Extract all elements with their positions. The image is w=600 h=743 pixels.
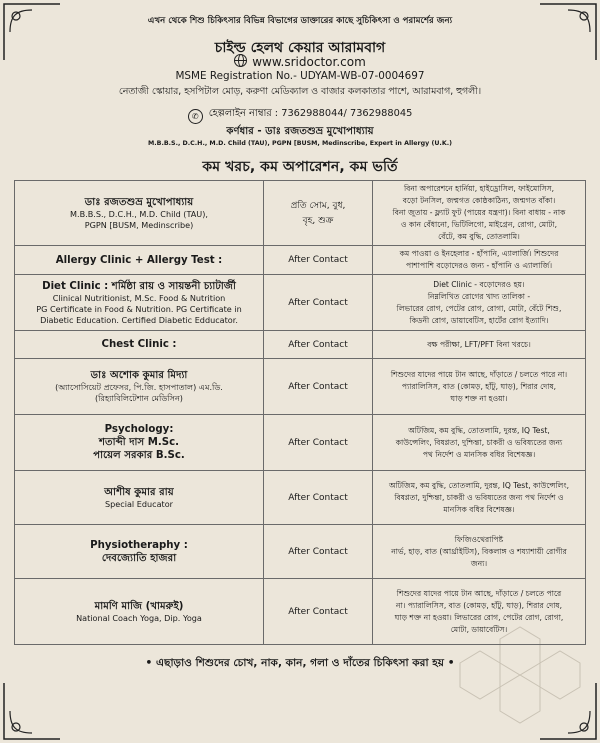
- description-line: Diet Clinic - বড়োদেরও হয়।: [433, 279, 525, 289]
- schedule-text: After Contact: [288, 381, 348, 392]
- service-name: Allergy Clinic + Allergy Test :: [55, 254, 223, 266]
- table-row: [15, 181, 586, 246]
- description-line: প্যারালিসিস, বাত (কোমড়, হাঁটু, ঘাড়), শিরার দোষ,: [401, 381, 557, 391]
- table-row: [15, 415, 586, 471]
- tagline: এখন থেকে শিশু চিকিৎসার বিভিন্ন বিভাগের ডাক্তারের কাছে সুচিকিৎসা ও পরামর্শের জন্য: [147, 16, 453, 26]
- table-row: [15, 471, 586, 525]
- footer-note: • এছাড়াও শিশুদের চোখ, নাক, কান, গলা ও দাঁতের চিকিৎসা করা হয় •: [145, 657, 455, 669]
- service-name-cell: [15, 331, 264, 359]
- corner-ornament: [2, 681, 62, 741]
- description-line: জন্য।: [470, 558, 488, 568]
- schedule-text: After Contact: [288, 297, 348, 308]
- description-line: ও কান বেঁধানো, ভিটিলিগো, মাইগ্রেন, রোগা, মোটা,: [400, 220, 558, 229]
- service-qualification: PG Certificate in Food & Nutrition. PG Certificate in: [36, 303, 242, 314]
- description-cell: [373, 275, 586, 331]
- staff-name: শতাব্দী দাস M.Sc.: [98, 437, 180, 448]
- description-line: না। প্যারালিসিস, বাত (কোমড়, হাঁটু, ঘাড়), শিরার দোষ,: [396, 600, 562, 610]
- description-line: কিডনী রোগ, ডায়াবেটিস, হার্টের রোগ ইত্যাদি।: [409, 315, 549, 325]
- schedule-text: প্রতি সোম, বুধ,: [290, 201, 346, 211]
- schedule-cell: [264, 359, 373, 415]
- msme-registration: MSME Registration No.- UDYAM-WB-07-0004697: [175, 70, 425, 82]
- service-name: আশীষ কুমার রায়: [104, 486, 174, 498]
- website[interactable]: [0, 54, 600, 69]
- schedule-text: After Contact: [288, 437, 348, 448]
- description-line: পাশাপাশি বড়োদেরও জন্য - হাঁপানি ও এ্যালার্জি।: [405, 261, 553, 270]
- service-name: Psychology:: [104, 424, 174, 435]
- description-cell: [373, 579, 586, 645]
- description-cell: [373, 181, 586, 246]
- services-table: [14, 180, 586, 645]
- schedule-cell: [264, 331, 373, 359]
- description-cell: [373, 331, 586, 359]
- website-link[interactable]: www.sridoctor.com: [252, 55, 366, 69]
- proprietor: কর্ণধার - ডাঃ রজতশুভ্র মুখোপাধ্যায়: [226, 126, 374, 137]
- description-line: বিনা অপারেশনে হার্নিয়া, হাইড্রোসিল, ফাইমোসিস,: [403, 184, 555, 193]
- service-name-cell: [15, 471, 264, 525]
- schedule-cell: [264, 246, 373, 275]
- helpline-text: হেল্পলাইন নাম্বার : 7362988044/ 7362988045: [208, 108, 413, 119]
- description-cell: [373, 525, 586, 579]
- description-line: অটিজিম, কম বুদ্ধি, তোতলামি, দুরন্ত, IQ Test,: [408, 425, 550, 435]
- service-name-cell: [15, 181, 264, 246]
- schedule-text: After Contact: [288, 492, 348, 503]
- service-name-cell: [15, 415, 264, 471]
- description-line: শিশুদের যাদের পায়ে টান আছে, দাঁড়াতে / চলতে পারে না।: [390, 369, 568, 379]
- description-line: পথ নির্দেশ ও মানসিক বধির বিশেষজ্ঞ।: [422, 449, 536, 459]
- slogan: কম খরচ, কম অপারেশন, কম ভর্তি: [202, 159, 398, 175]
- service-name: Chest Clinic :: [101, 339, 177, 350]
- description-line: শিশুদের যাদের পায়ে টান আছে, দাঁড়াতে / চলতে পারে: [396, 588, 562, 598]
- schedule-cell: [264, 525, 373, 579]
- table-row: [15, 525, 586, 579]
- description-line: ঘাড় শক্ত না হওয়া। লিভারের রোগ, পেটের রোগ, রোগা,: [394, 612, 564, 622]
- description-line: ঘাড় শক্ত না হওয়া।: [450, 393, 508, 403]
- service-qualification: Special Educator: [105, 498, 173, 509]
- description-line: মানসিক বধির বিশেষজ্ঞ।: [443, 504, 515, 514]
- table-row: [15, 246, 586, 275]
- description-cell: [373, 246, 586, 275]
- schedule-cell: [264, 415, 373, 471]
- service-name: মামণি মাজি (খামরুই): [94, 600, 184, 612]
- description-line: বিষণ্ণতা, দুশ্চিন্তা, চাকরী ও ভবিষ্যতের জন্য পথ নির্দেশ ও: [394, 492, 564, 502]
- service-name: ডাঃ অশোক কুমার মিদ্যা: [90, 370, 188, 381]
- table-row: [15, 579, 586, 645]
- schedule-text: After Contact: [288, 339, 348, 350]
- description-line: অটিজিম, কম বুদ্ধি, তোতলামি, দুরন্ত, IQ Test, কাউন্সেলিং,: [389, 480, 569, 490]
- schedule-text: After Contact: [288, 255, 348, 265]
- table-row: [15, 331, 586, 359]
- description-line: কম পাওয়া ও ইনহেলার - হাঁপানি, এ্যালার্জি। শিশুদের: [399, 249, 559, 258]
- service-qualification: M.B.B.S., D.C.H., M.D. Child (TAU),: [70, 208, 208, 219]
- service-qualification: Clinical Nutritionist, M.Sc. Food & Nutrition: [52, 292, 226, 303]
- description-cell: [373, 471, 586, 525]
- address: নেতাজী স্কোয়ার, হসপিটাল মোড়, করুণা মেডিক্যাল ও বাজার কলকাতার পাশে, আরামবাগ, হুগলী।: [118, 86, 482, 97]
- service-name-cell: [15, 246, 264, 275]
- service-name-cell: [15, 525, 264, 579]
- service-name-cell: [15, 579, 264, 645]
- schedule-text: বৃহ, শুক্র: [302, 216, 334, 226]
- service-qualification: (অ্যাসোসিয়েট প্রফেসর, পি.জি. হাসপাতাল) এম.ডি.: [55, 382, 223, 392]
- staff-name: দেবজ্যোতি হাজরা: [101, 552, 177, 564]
- globe-icon: [234, 54, 247, 67]
- service-name: ডাঃ রজতশুভ্র মুখোপাধ্যায়: [84, 196, 194, 208]
- description-line: ফিজিওথেরাপিষ্ট: [454, 534, 504, 544]
- service-name: Physiotheraphy :: [90, 539, 188, 551]
- schedule-cell: [264, 471, 373, 525]
- service-qualification: Diabetic Education. Certified Diabetic Edducator.: [40, 314, 238, 325]
- schedule-text: After Contact: [288, 606, 348, 617]
- description-cell: [373, 415, 586, 471]
- schedule-cell: [264, 181, 373, 246]
- description-cell: [373, 359, 586, 415]
- table-row: [15, 359, 586, 415]
- service-qualification: PGPN [BUSM, Medinscribe): [84, 219, 194, 230]
- description-line: নিম্নলিখিত রোগের খাদ্য তালিকা -: [427, 291, 531, 301]
- service-name-cell: [15, 359, 264, 415]
- service-name: Diet Clinic : শর্মিষ্ঠা রায় ও সায়ন্তনী চ্যাটার্জী: [42, 280, 236, 292]
- description-line: বিনা জুতায় - ফ্ল্যাট ফুট (পায়ের যন্ত্রণা)। বিনা বাধায় - নাক: [392, 208, 566, 217]
- description-line: বক্ষ পরীক্ষা, LFT/PFT বিনা খরচে।: [427, 339, 531, 349]
- proprietor-qualifications: M.B.B.S., D.C.H., M.D. Child (TAU), PGPN [BUSM, Medinscribe, Expert in Allergy (U.K.): [148, 140, 452, 147]
- description-line: বেঁটে, কম বুদ্ধি, তোতলামি।: [438, 232, 520, 241]
- service-qualification: (রিহ্যাবিলিটেশান মেডিসিন): [95, 393, 183, 403]
- phone-icon: ✆: [188, 109, 203, 124]
- description-line: লিভারের রোগ, পেটের রোগ, রোগা, মোটা, বেঁটে শিশু,: [396, 303, 562, 313]
- description-line: নার্ভ, হাড়, বাত (আর্থ্রাইটিস), বিকলাঙ্গ ও শয্যাশায়ী রোগীর: [391, 546, 567, 556]
- description-line: বড়ো টনসিল, জন্মগত কোষ্ঠকাঠিন্য, জন্মগত বাঁকা।: [402, 196, 556, 205]
- staff-name: পায়েল সরকার B.Sc.: [93, 450, 185, 461]
- schedule-cell: [264, 275, 373, 331]
- description-line: মোটা, ডায়াবেটিস।: [450, 624, 508, 634]
- table-row: [15, 275, 586, 331]
- service-name-cell: [15, 275, 264, 331]
- clinic-name: চাইল্ড হেলথ কেয়ার আরামবাগ: [214, 40, 386, 56]
- schedule-text: After Contact: [288, 546, 348, 557]
- description-line: কাউন্সেলিং, বিষণ্ণতা, দুশ্চিন্তা, চাকরী ও ভবিষ্যতের জন্য: [395, 437, 563, 447]
- helpline: [0, 106, 600, 124]
- schedule-cell: [264, 579, 373, 645]
- service-qualification: National Coach Yoga, Dip. Yoga: [76, 612, 202, 623]
